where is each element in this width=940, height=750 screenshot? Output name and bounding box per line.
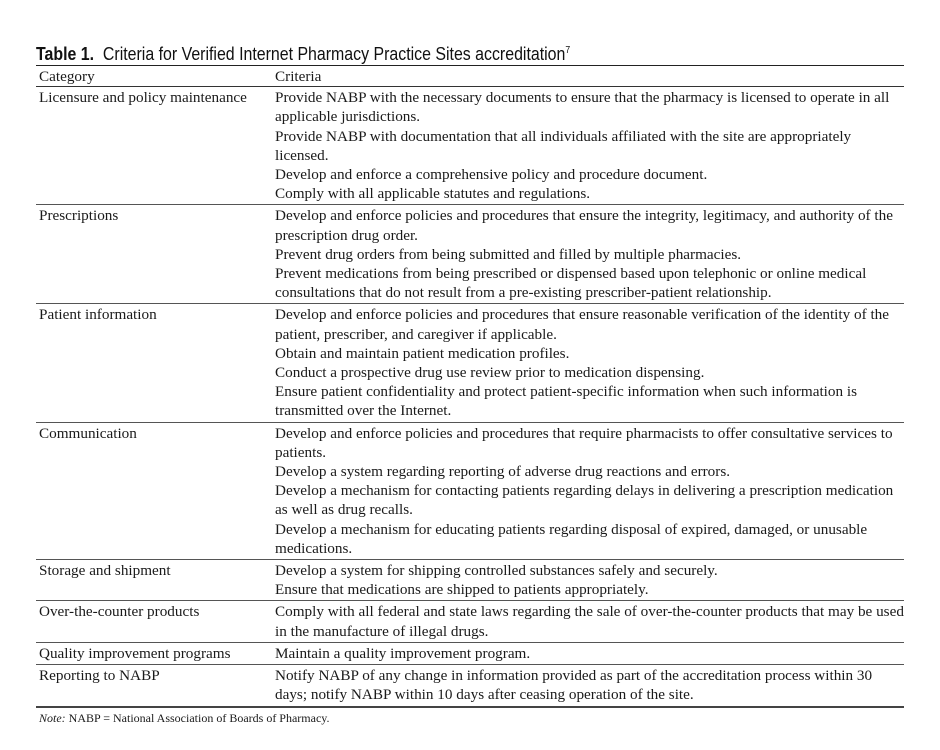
criterion-item: Ensure that medications are shipped to patients appropriately.: [275, 581, 649, 599]
criterion-item: Develop a mechanism for contacting patients regarding delays in delivering a prescription medication as well as drug recalls.: [275, 482, 894, 519]
table-row: [36, 601, 904, 642]
header-category: Category: [39, 68, 95, 85]
criterion-item: Develop a mechanism for educating patients regarding disposal of expired, damaged, or unusable medications.: [275, 520, 868, 557]
category-cell: Communication: [39, 424, 137, 442]
criterion-item: Develop and enforce a comprehensive policy and procedure document.: [275, 166, 708, 184]
criterion-item: Comply with all applicable statutes and regulations.: [275, 185, 591, 203]
table-header-row: [36, 66, 904, 87]
table-title: [36, 40, 782, 65]
table-row: [36, 642, 904, 664]
category-cell: Prescriptions: [39, 207, 119, 225]
criteria-cell: [272, 642, 904, 664]
note-text: NABP = National Association of Boards of Pharmacy.: [65, 710, 330, 725]
criterion-item: Notify NABP of any change in information provided as part of the accreditation process within 30 days; notify NABP within 10 days after ceasing operation of the site.: [275, 667, 873, 704]
criteria-cell: [272, 665, 904, 707]
table-row: [36, 560, 904, 601]
header-criteria: Criteria: [275, 68, 322, 85]
table-row: [36, 304, 904, 422]
criterion-item: Develop a system regarding reporting of adverse drug reactions and errors.: [275, 463, 731, 481]
category-cell: Reporting to NABP: [39, 667, 160, 685]
table-body: [36, 87, 904, 707]
table-note: [36, 711, 904, 726]
document-page: [36, 40, 904, 726]
category-cell: Patient information: [39, 306, 157, 324]
criteria-cell: [272, 422, 904, 559]
table-row: [36, 205, 904, 304]
criteria-cell: [272, 87, 904, 205]
table-row: [36, 422, 904, 559]
criterion-item: Develop and enforce policies and procedures that require pharmacists to offer consultative services to patients.: [275, 424, 893, 461]
category-cell: Storage and shipment: [39, 562, 171, 580]
criterion-item: Obtain and maintain patient medication profiles.: [275, 344, 570, 362]
criterion-item: Maintain a quality improvement program.: [275, 644, 531, 662]
category-cell: Licensure and policy maintenance: [39, 89, 247, 107]
criterion-item: Ensure patient confidentiality and protect patient-specific information when such information is transmitted over the Internet.: [275, 383, 858, 420]
criteria-cell: [272, 601, 904, 642]
criterion-item: Prevent drug orders from being submitted and filled by multiple pharmacies.: [275, 245, 742, 263]
criterion-item: Comply with all federal and state laws regarding the sale of over-the-counter products that may be used in the manufacture of illegal drugs.: [275, 603, 904, 640]
category-cell: Quality improvement programs: [39, 644, 231, 662]
criterion-item: Conduct a prospective drug use review prior to medication dispensing.: [275, 364, 705, 382]
table-number: Table 1.: [36, 43, 95, 64]
table-title-text: Criteria for Verified Internet Pharmacy Practice Sites accreditation: [102, 43, 566, 64]
criteria-table: [36, 65, 904, 708]
note-label: Note:: [39, 710, 66, 725]
criterion-item: Develop and enforce policies and procedures that ensure reasonable verification of the identity of the patient, prescriber, and caregiver if applicable.: [275, 306, 890, 343]
criteria-cell: [272, 560, 904, 601]
criterion-item: Provide NABP with documentation that all individuals affiliated with the site are appropriately licensed.: [275, 127, 852, 164]
criterion-item: Develop and enforce policies and procedures that ensure the integrity, legitimacy, and authority of the prescription drug order.: [275, 207, 893, 244]
citation-superscript: 7: [565, 45, 571, 56]
criterion-item: Provide NABP with the necessary documents to ensure that the pharmacy is licensed to operate in all applicable jurisdictions.: [275, 89, 890, 126]
table-row: [36, 665, 904, 707]
criterion-item: Prevent medications from being prescribed or dispensed based upon telephonic or online medical consultations that do not result from a pre-existing prescriber-patient relationship.: [275, 265, 867, 302]
criterion-item: Develop a system for shipping controlled substances safely and securely.: [275, 562, 718, 580]
criteria-cell: [272, 304, 904, 422]
criteria-cell: [272, 205, 904, 304]
category-cell: Over-the-counter products: [39, 603, 200, 621]
table-row: [36, 87, 904, 205]
